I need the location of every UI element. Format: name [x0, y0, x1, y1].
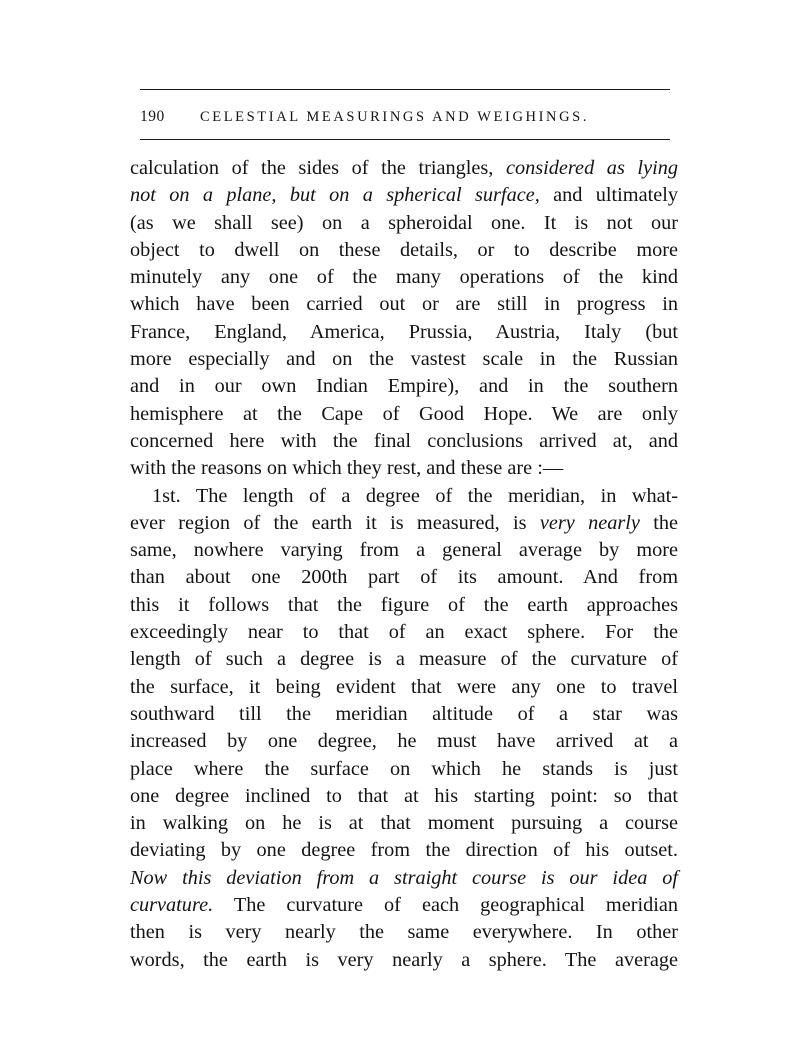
- text-line: [130, 592, 678, 619]
- text-run: France, England, America, Prussia, Austria, Italy (but: [130, 320, 678, 343]
- italic-run: not on a plane, but on a spherical surface,: [130, 184, 540, 207]
- text-run: 1st. The length of a degree of the meridian, in what-: [152, 484, 678, 507]
- text-run: with the reasons on which they rest, and these are :—: [130, 457, 564, 480]
- text-line: [130, 810, 678, 837]
- text-run: words, the earth is very nearly a sphere. The average: [130, 948, 678, 971]
- text-line: [130, 264, 678, 291]
- text-line: [130, 455, 678, 482]
- text-run: and ultimately: [539, 184, 678, 207]
- text-line: [130, 947, 678, 974]
- header-rule-top: [140, 89, 670, 90]
- text-line: [130, 291, 678, 318]
- text-line: [130, 510, 678, 537]
- text-line: [130, 319, 678, 346]
- text-run: increased by one degree, he must have arrived at a: [130, 730, 678, 753]
- text-line: [130, 892, 678, 919]
- text-line: [130, 646, 678, 673]
- text-run: the surface, it being evident that were any one to travel: [130, 675, 678, 698]
- italic-run: considered as lying: [505, 157, 678, 179]
- body-text: [130, 155, 678, 974]
- text-run: (as we shall see) on a spheroidal one. It is not our: [130, 211, 678, 234]
- text-run: hemisphere at the Cape of Good Hope. We are only: [130, 402, 678, 425]
- text-line: [130, 182, 678, 209]
- text-run: one degree inclined to that at his starting point: so that: [130, 784, 678, 807]
- text-run: exceedingly near to that of an exact sphere. For the: [130, 621, 678, 644]
- text-line: [130, 619, 678, 646]
- italic-run: very nearly: [539, 511, 640, 534]
- text-run: and in our own Indian Empire), and in the southern: [130, 375, 678, 398]
- text-line: [130, 674, 678, 701]
- text-run: object to dwell on these details, or to describe more: [130, 238, 678, 261]
- text-run: length of such a degree is a measure of the curvature of: [130, 648, 678, 671]
- text-line: [130, 564, 678, 591]
- text-run: ever region of the earth it is measured, is: [130, 511, 540, 534]
- italic-run: curvature.: [130, 894, 214, 917]
- text-run: then is very nearly the same everywhere. In other: [130, 921, 678, 944]
- text-run: The curvature of each geographical meridian: [213, 894, 678, 917]
- text-line: [130, 919, 678, 946]
- text-run: this it follows that the figure of the earth approaches: [130, 593, 678, 616]
- header-rule-bottom: [140, 139, 670, 140]
- text-line: [130, 783, 678, 810]
- text-line: [130, 237, 678, 264]
- text-run: southward till the meridian altitude of a star was: [130, 702, 678, 725]
- text-run: in walking on he is at that moment pursuing a course: [130, 812, 678, 835]
- text-run: place where the surface on which he stands is just: [130, 757, 678, 780]
- text-line: [130, 865, 678, 892]
- text-run: the: [639, 511, 678, 534]
- text-line: [130, 373, 678, 400]
- italic-run: Now this deviation from a straight course is our idea of: [130, 866, 678, 889]
- text-line: [130, 210, 678, 237]
- text-run: concerned here with the final conclusions arrived at, and: [130, 429, 678, 452]
- text-line: [130, 483, 678, 510]
- page-number: 190: [140, 108, 165, 125]
- text-run: same, nowhere varying from a general average by more: [130, 539, 678, 562]
- text-line: [130, 401, 678, 428]
- running-head: [140, 104, 670, 130]
- text-line: [130, 537, 678, 564]
- text-run: minutely any one of the many operations of the kind: [130, 266, 678, 289]
- text-line: [130, 701, 678, 728]
- text-line: [130, 155, 678, 182]
- text-run: more especially and on the vastest scale in the Russian: [130, 348, 678, 371]
- text-run: than about one 200th part of its amount. And from: [130, 566, 678, 589]
- text-run: calculation of the sides of the triangles,: [130, 157, 506, 179]
- text-line: [130, 756, 678, 783]
- running-title: CELESTIAL MEASURINGS AND WEIGHINGS.: [200, 109, 590, 125]
- text-run: which have been carried out or are still in progress in: [130, 293, 678, 316]
- text-line: [130, 346, 678, 373]
- text-run: deviating by one degree from the direction of his outset.: [130, 839, 678, 862]
- text-line: [130, 837, 678, 864]
- text-line: [130, 428, 678, 455]
- text-line: [130, 728, 678, 755]
